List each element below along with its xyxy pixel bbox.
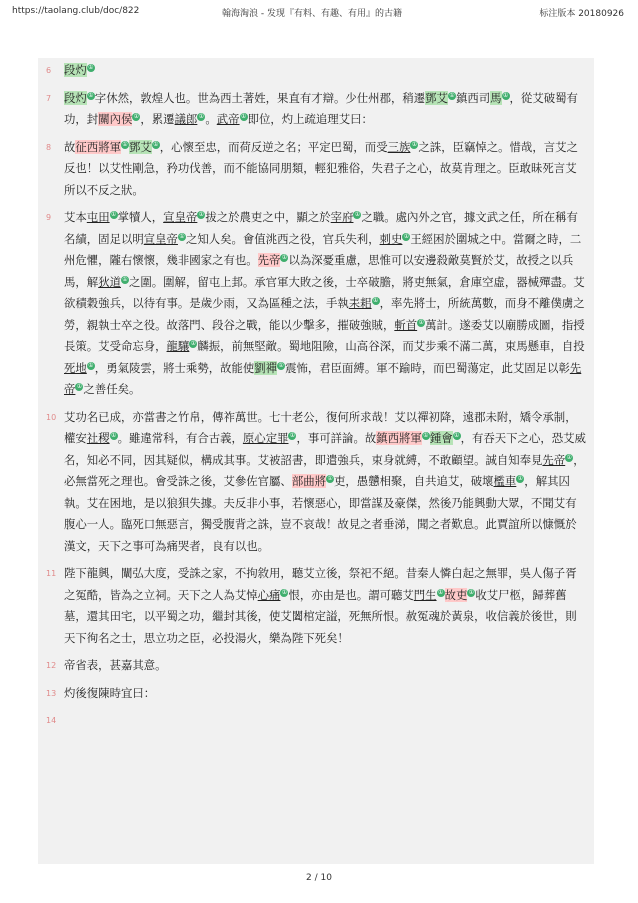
annotated-term[interactable]: 斬首 bbox=[394, 317, 418, 332]
annotated-term[interactable]: 原心定罪 bbox=[242, 431, 289, 445]
body-text: 即位，灼上疏追理艾曰： bbox=[247, 112, 373, 126]
line-number: 8 bbox=[46, 142, 52, 152]
body-text: 鎮西司 bbox=[455, 90, 491, 105]
annotated-term[interactable]: 檻車 bbox=[493, 474, 517, 488]
annotation-marker-icon[interactable]: ① bbox=[354, 211, 361, 219]
annotated-term[interactable]: 屯田 bbox=[86, 210, 110, 224]
annotated-term[interactable]: 鄧艾 bbox=[128, 139, 152, 154]
body-text: 艾功名已成，亦當書之竹帛，傳祚萬世。七十老公，復何所求哉！艾以禪初降，遠郡未附，矯令承制，權安 bbox=[64, 409, 577, 445]
annotation-marker-icon[interactable]: ① bbox=[566, 453, 572, 461]
body-text: 陛下龍興，闡弘大度，受誅之家，不拘敘用，聽艾立後，祭祀不絕。昔秦人憐白起之無罪，吳人傷子胥之冤酷，皆為之立祠。天下之人為艾悼 bbox=[64, 566, 577, 602]
annotated-term[interactable]: 先帝 bbox=[64, 360, 582, 396]
annotation-marker-icon[interactable]: ① bbox=[437, 588, 444, 596]
paragraph bbox=[46, 683, 586, 705]
line-number: 14 bbox=[46, 716, 57, 725]
annotation-marker-icon[interactable]: ① bbox=[289, 432, 296, 440]
annotation-marker-icon[interactable]: ① bbox=[403, 232, 410, 240]
body-text: ，勇氣陵雲，將士乘勢，故能使 bbox=[94, 360, 255, 375]
page-number: 2 / 10 bbox=[306, 873, 332, 883]
annotated-term[interactable]: 耒耜 bbox=[348, 296, 372, 310]
source-url[interactable]: https://taolang.club/doc/822 bbox=[12, 6, 140, 16]
paragraph bbox=[46, 563, 586, 649]
body-text: 王經困於圍城之中。當爾之時，二州危懼，隴右懷懷，幾非國家之有也。 bbox=[64, 231, 582, 267]
annotation-marker-icon[interactable]: ① bbox=[281, 254, 288, 262]
annotation-marker-icon[interactable]: ① bbox=[502, 91, 509, 99]
annotated-term[interactable]: 部曲將 bbox=[291, 474, 327, 488]
paragraph bbox=[46, 207, 586, 401]
annotated-term[interactable]: 刺史 bbox=[379, 231, 403, 246]
body-text: 之知人矣。會值洮西之役，官兵失利， bbox=[185, 231, 380, 246]
body-text: ，從艾破蜀有功，封 bbox=[64, 90, 578, 126]
line-number: 7 bbox=[46, 93, 52, 103]
annotated-term[interactable]: 鍾會 bbox=[429, 431, 453, 445]
annotation-marker-icon[interactable]: ① bbox=[133, 113, 140, 121]
annotated-term[interactable]: 征西將軍 bbox=[75, 139, 121, 154]
annotation-marker-icon[interactable]: ① bbox=[110, 211, 117, 219]
annotated-term[interactable]: 宰府 bbox=[330, 210, 354, 224]
annotation-marker-icon[interactable]: ① bbox=[327, 475, 333, 483]
annotated-term[interactable]: 三族 bbox=[387, 139, 411, 154]
annotation-marker-icon[interactable]: ① bbox=[198, 113, 205, 121]
line-number: 12 bbox=[46, 661, 57, 670]
annotation-marker-icon[interactable]: ① bbox=[122, 140, 128, 148]
annotation-marker-icon[interactable]: ① bbox=[88, 91, 94, 99]
paragraph bbox=[46, 88, 586, 131]
annotation-marker-icon[interactable]: ① bbox=[453, 432, 460, 440]
body-text: 帝省表，甚嘉其意。 bbox=[64, 658, 167, 672]
annotated-term[interactable]: 鄧艾 bbox=[425, 90, 448, 105]
annotation-marker-icon[interactable]: ① bbox=[411, 140, 418, 148]
line-number: 6 bbox=[46, 66, 52, 75]
annotated-term[interactable]: 段灼 bbox=[64, 63, 87, 77]
body-text: 。雖違常科，有合古義， bbox=[117, 431, 243, 445]
body-text: 以為深憂重慮，思惟可以安邊殺敵莫賢於艾，故授之以兵馬，解 bbox=[64, 253, 574, 289]
annotated-term[interactable]: 門生 bbox=[413, 587, 437, 602]
body-text: 艾本 bbox=[64, 210, 87, 224]
site-title: 翰海淘浪 - 发现『有料、有趣、有用』的古籍 bbox=[222, 9, 402, 19]
body-text: ，累遷 bbox=[140, 112, 175, 126]
body-text: 之職。處內外之官，據文武之任，所在稱有名績，固足以明 bbox=[64, 210, 578, 246]
annotation-marker-icon[interactable]: ① bbox=[198, 211, 205, 219]
annotation-marker-icon[interactable]: ① bbox=[179, 232, 185, 240]
body-text: 收艾尸柩，歸葬舊墓，還其田宅，以平蜀之功，繼封其後，使艾闔棺定謚，死無所恨。赦冤魂於黃泉，收信義於後世，則天下徇名之士，思立功之臣，必投湯火，樂為陛下死矣！ bbox=[64, 587, 577, 645]
body-text: ，解其囚執。艾在困地，是以狼狽失據。夫反非小事，若懷惡心，即當謀及豪傑，然後乃能興動大眾，不聞艾有腹心一人。臨死口無惡言，獨受腹背之誅，豈不哀哉！故見之者垂涕，聞之者歎息。此賈誼所以慷慨於漢文，天下之事可為痛哭者，良有以也。 bbox=[64, 474, 577, 553]
annotated-term[interactable]: 狄道 bbox=[98, 274, 121, 289]
annotation-marker-icon[interactable]: ① bbox=[190, 340, 197, 348]
annotated-term[interactable]: 故吏 bbox=[444, 587, 468, 602]
annotation-marker-icon[interactable]: ① bbox=[449, 91, 455, 99]
annotation-marker-icon[interactable]: ① bbox=[372, 297, 379, 305]
paragraph bbox=[46, 655, 586, 677]
annotated-term[interactable]: 宣皇帝 bbox=[143, 231, 178, 246]
body-text: ，必無當死之理也。會受誅之後，艾參佐官屬、 bbox=[64, 452, 585, 488]
annotation-marker-icon[interactable]: ① bbox=[153, 140, 159, 148]
annotation-marker-icon[interactable]: ① bbox=[468, 588, 475, 596]
annotation-marker-icon[interactable]: ① bbox=[88, 64, 94, 72]
annotated-term[interactable]: 段灼 bbox=[64, 90, 87, 105]
body-text: 之誅，臣竊悼之。惜哉，言艾之反也！以艾性剛急，矜功伐善，而不能協同朋類，輕犯雅俗，失君子之心，故莫肯理之。臣敢昧死言艾所以不反之狀。 bbox=[64, 139, 578, 197]
version-label: 标注版本 20180926 bbox=[539, 9, 624, 19]
annotation-marker-icon[interactable]: ① bbox=[418, 318, 424, 326]
paragraph bbox=[46, 407, 586, 558]
paragraph bbox=[46, 60, 586, 82]
annotation-marker-icon[interactable]: ① bbox=[88, 361, 94, 369]
body-text: 麟振，前無堅敵。蜀地阻險，山高谷深，而艾步乘不滿二萬，束馬懸車，自投 bbox=[197, 339, 585, 353]
body-text: ，率先將士，所統萬數，而身不離僕虜之勞，親執士卒之役。故落門、段谷之戰，能以少擊多，摧破強賊， bbox=[64, 296, 585, 332]
body-text: 萬計。遂委艾以廟勝成圖，指授長策。艾受命忘身， bbox=[64, 317, 585, 353]
body-text: 拔之於農吏之中，顯之於 bbox=[205, 210, 331, 224]
annotated-term[interactable]: 宣皇帝 bbox=[163, 210, 198, 224]
line-number: 9 bbox=[46, 213, 52, 222]
annotation-marker-icon[interactable]: ① bbox=[423, 432, 429, 440]
annotation-marker-icon[interactable]: ① bbox=[281, 588, 288, 596]
annotation-marker-icon[interactable]: ① bbox=[110, 432, 117, 440]
body-text: 掌犢人， bbox=[117, 210, 164, 224]
body-text: 震怖，君臣面縛。軍不踰時，而巴蜀蕩定，此艾固足以彰 bbox=[285, 360, 570, 375]
annotated-term[interactable]: 馬 bbox=[490, 90, 502, 105]
body-text: ，事可詳論。故 bbox=[296, 431, 377, 445]
annotated-term[interactable]: 龍驤 bbox=[166, 339, 190, 353]
annotated-term[interactable]: 鎮西將軍 bbox=[376, 431, 422, 445]
page-header bbox=[12, 6, 624, 20]
body-text: 故 bbox=[64, 139, 76, 154]
body-text: 。 bbox=[205, 112, 217, 126]
body-text: ，心懷至忠，而荷反逆之名；平定巴蜀，而受 bbox=[159, 139, 388, 154]
annotated-term[interactable]: 關內侯 bbox=[98, 112, 133, 126]
annotated-term[interactable]: 先帝 bbox=[257, 253, 281, 267]
annotation-marker-icon[interactable]: ① bbox=[240, 113, 247, 121]
body-text: 字休然，敦煌人也。世為西土著姓，果直有才辯。少仕州郡，稍遷 bbox=[94, 90, 426, 105]
annotated-term[interactable]: 武帝 bbox=[216, 112, 240, 126]
paragraph bbox=[46, 137, 586, 202]
line-number: 11 bbox=[46, 569, 57, 578]
body-text: 之圍。圍解，留屯上邽。承官軍大敗之後，士卒破膽，將吏無氣，倉庫空虛，器械殫盡。艾欲積穀強兵，以待有事。是歲少雨，又為區種之法，手執 bbox=[64, 274, 585, 310]
body-text: 之善任矣。 bbox=[83, 382, 141, 396]
annotation-marker-icon[interactable]: ① bbox=[517, 475, 523, 483]
body-text: 恨，亦由是也。謂可聽艾 bbox=[288, 587, 414, 602]
annotated-term[interactable]: 心痛 bbox=[257, 587, 281, 602]
annotation-marker-icon[interactable]: ① bbox=[122, 275, 128, 283]
annotated-term[interactable]: 議郎 bbox=[174, 112, 198, 126]
body-text: 吏，愚戇相聚，自共追艾，破壞 bbox=[334, 474, 494, 488]
annotation-marker-icon[interactable]: ① bbox=[76, 383, 83, 391]
line-number: 10 bbox=[46, 412, 57, 422]
line-number: 13 bbox=[46, 688, 57, 698]
annotated-term[interactable]: 社稷 bbox=[86, 431, 110, 445]
annotated-term[interactable]: 死地 bbox=[64, 360, 87, 375]
body-text: ，有吞天下之心，恐艾威名，知必不同，因其疑似，構成其事。艾被詔書，即遣強兵，束身就縛，不敢顧望。誠自知奉見 bbox=[64, 431, 586, 467]
body-text: 灼後復陳時宜曰： bbox=[64, 685, 156, 700]
annotated-term[interactable]: 劉禪 bbox=[254, 360, 278, 375]
document-body bbox=[46, 60, 586, 725]
annotation-marker-icon[interactable]: ① bbox=[278, 361, 284, 369]
annotated-term[interactable]: 先帝 bbox=[542, 452, 566, 467]
